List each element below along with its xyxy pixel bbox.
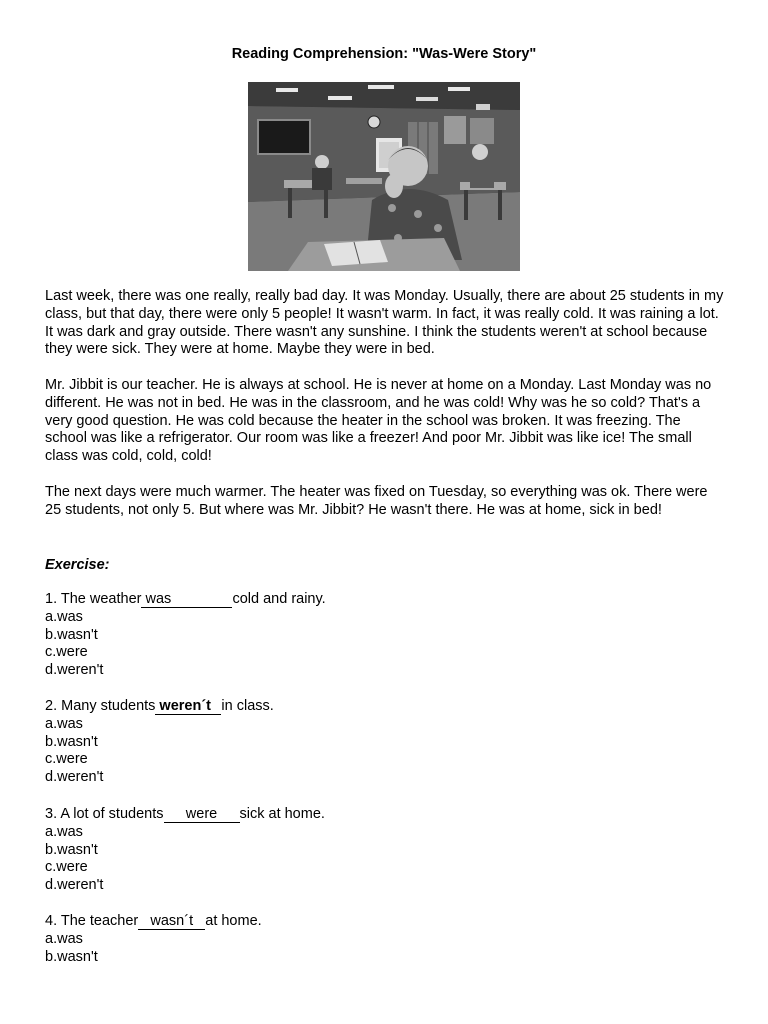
question-text-after: cold and rainy. <box>232 591 326 607</box>
story-paragraph-1: Last week, there was one really, really bad day. It was Monday. Usually, there are about 25 students in my class, but that day, there were only 5 people! It wasn't warm. In fact, it was really cold. It was raining a lot. It was dark and gray outside. There wasn't any sunshine. I think the students weren't at school because they were sick. They were at home. Maybe they were in bed. <box>45 288 724 358</box>
question-text-before: 1. The weather <box>45 591 142 607</box>
question-text-after: at home. <box>205 913 262 929</box>
question-text-after: in class. <box>221 698 274 714</box>
exercise-heading: Exercise: <box>45 557 110 573</box>
question-stem <box>45 591 725 609</box>
option-a: a.was <box>45 930 83 947</box>
answer-blank <box>138 914 205 930</box>
filled-answer: was <box>145 591 172 607</box>
story-paragraph-3: The next days were much warmer. The heater was fixed on Tuesday, so everything was ok. There were 25 students, not only 5. But where was Mr. Jibbit? He wasn't there. He was at home, sick in bed! <box>45 484 708 518</box>
classroom-illustration <box>248 82 520 271</box>
answer-blank <box>155 699 221 715</box>
option-b: b.wasn't <box>45 733 98 750</box>
option-d: d.weren't <box>45 877 104 894</box>
question-text-after: sick at home. <box>239 806 325 822</box>
question-stem <box>45 698 725 716</box>
option-b: b.wasn't <box>45 948 98 965</box>
option-d: d.weren't <box>45 662 104 679</box>
classroom-photo <box>248 82 520 271</box>
question-3 <box>45 806 725 895</box>
option-c: c.were <box>45 751 88 768</box>
filled-answer: weren´t <box>159 698 211 714</box>
question-text-before: 4. The teacher <box>45 913 139 929</box>
question-2 <box>45 698 725 787</box>
option-b: b.wasn't <box>45 626 98 643</box>
option-a: a.was <box>45 715 83 732</box>
question-stem <box>45 913 725 931</box>
option-c: c.were <box>45 644 88 661</box>
filled-answer: were <box>185 806 218 822</box>
question-stem <box>45 806 725 824</box>
question-4 <box>45 913 725 966</box>
answer-blank <box>141 592 232 608</box>
option-a: a.was <box>45 823 83 840</box>
story-paragraph-2: Mr. Jibbit is our teacher. He is always at school. He is never at home on a Monday. Last Monday was no different. He was not in bed. He was in the classroom, and he was cold! Why was he so cold? That's a very good question. He was cold because the heater in the school was broken. It was freezing. The school was like a refrigerator. Our room was like a freezer! And poor Mr. Jibbit was like ice! The small class was cold, cold, cold! <box>45 377 712 465</box>
option-b: b.wasn't <box>45 841 98 858</box>
option-d: d.weren't <box>45 769 104 786</box>
answer-blank <box>164 807 240 823</box>
question-text-before: 3. A lot of students <box>45 806 164 822</box>
option-c: c.were <box>45 859 88 876</box>
page-title: Reading Comprehension: "Was-Were Story" <box>231 46 537 62</box>
question-text-before: 2. Many students <box>45 698 156 714</box>
filled-answer: wasn´t <box>150 913 194 929</box>
question-1 <box>45 591 725 680</box>
option-a: a.was <box>45 608 83 625</box>
